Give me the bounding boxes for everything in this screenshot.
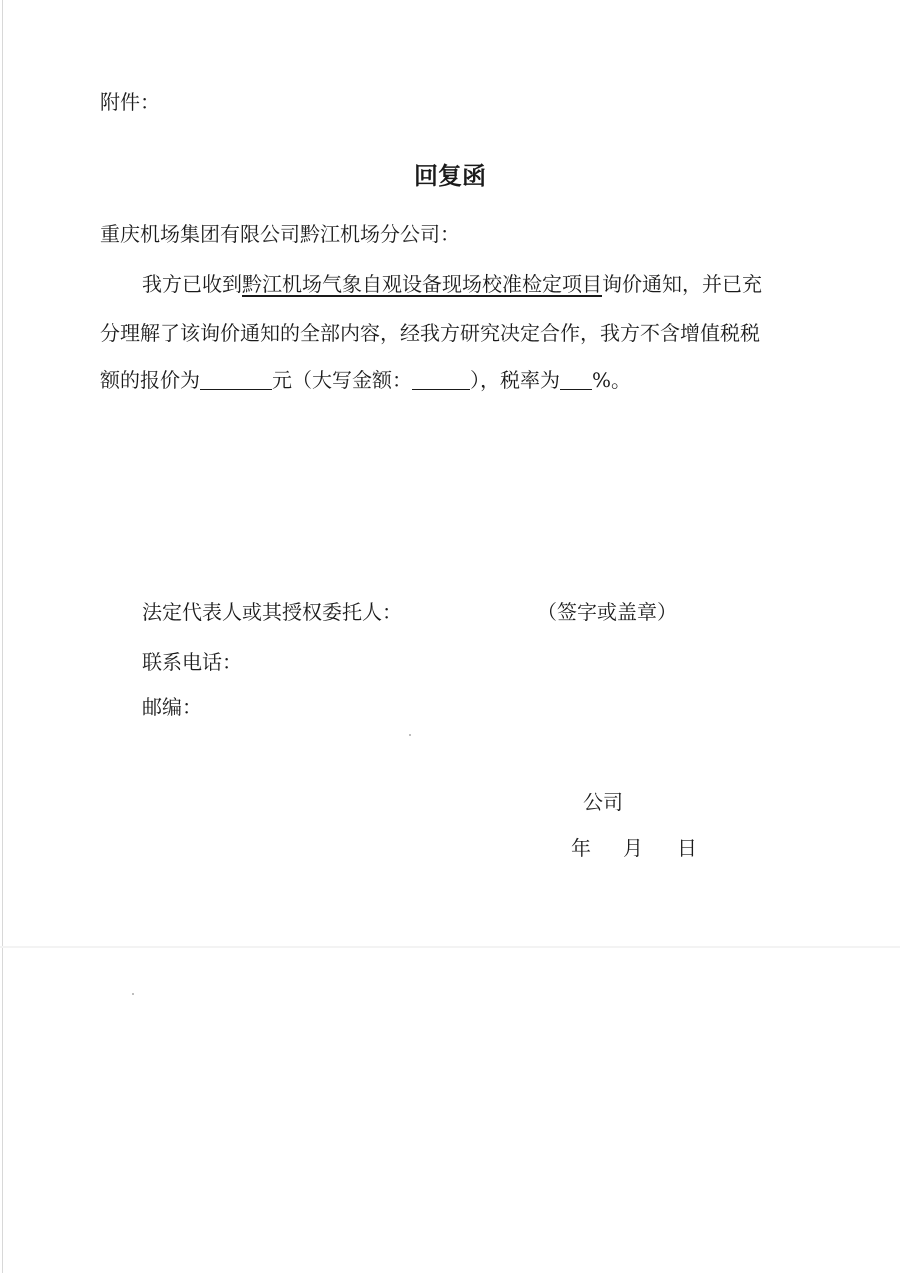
- scan-speck: [132, 993, 134, 995]
- scan-speck: [409, 734, 411, 736]
- postcode-label: 邮编：: [142, 695, 202, 719]
- body-text: %。: [592, 368, 632, 392]
- project-name: 黔江机场气象自观设备现场校准检定项目: [242, 272, 602, 296]
- attachment-label: 附件：: [100, 90, 160, 114]
- body-line-2: 分理解了该询价通知的全部内容，经我方研究决定合作，我方不含增值税税: [100, 321, 760, 345]
- representative-label: 法定代表人或其授权委托人：: [142, 600, 402, 624]
- body-line-1: [142, 272, 762, 296]
- body-text: 我方已收到: [142, 272, 242, 296]
- company-label: 公司: [583, 790, 623, 814]
- amount-words-blank[interactable]: [412, 369, 470, 390]
- body-text: 元（大写金额：: [272, 368, 412, 392]
- sign-note: （签字或盖章）: [537, 600, 677, 624]
- body-line-3: [100, 368, 631, 392]
- day-label: 日: [677, 836, 697, 860]
- phone-label: 联系电话：: [142, 650, 242, 674]
- tax-rate-blank[interactable]: [560, 369, 592, 390]
- price-blank[interactable]: [200, 369, 272, 390]
- month-label: 月: [623, 836, 643, 860]
- scan-artifact: [0, 946, 900, 948]
- body-text: ），税率为: [470, 368, 560, 392]
- document-title: 回复函: [414, 161, 486, 190]
- recipient: 重庆机场集团有限公司黔江机场分公司：: [100, 222, 460, 246]
- body-text: 询价通知，并已充: [602, 272, 762, 296]
- body-text: 额的报价为: [100, 368, 200, 392]
- year-label: 年: [571, 836, 591, 860]
